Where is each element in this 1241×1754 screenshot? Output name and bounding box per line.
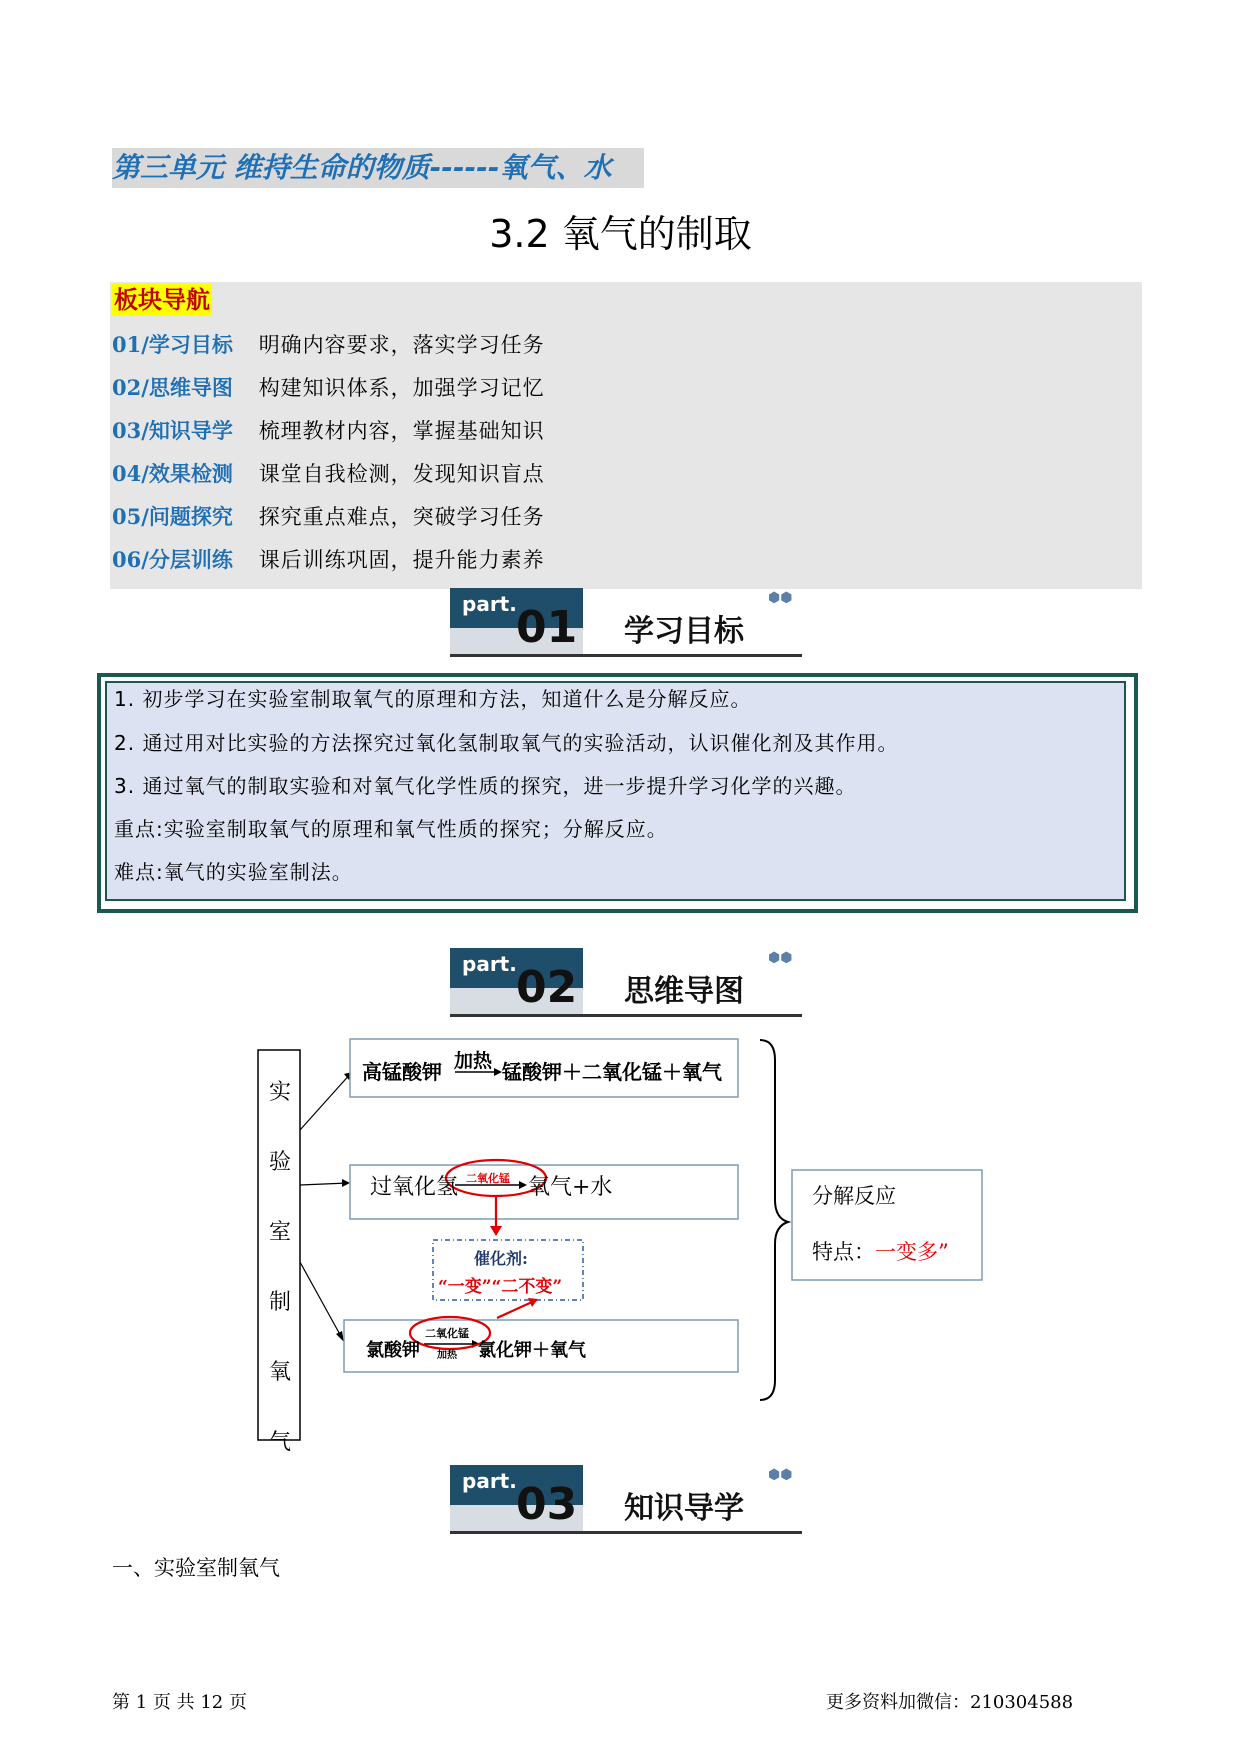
decor-dots-icon: ⬢⬢: [768, 950, 793, 966]
nav-item-key: 06/分层训练: [112, 547, 233, 572]
arrow-line: [300, 1183, 348, 1185]
part-03-banner: [450, 1465, 802, 1535]
reaction-2-left: 过氧化氢: [370, 1175, 459, 1200]
nav-item-desc: 明确内容要求，落实学习任务: [258, 333, 545, 357]
reaction-1-condition: 加热: [454, 1050, 493, 1072]
decor-dots-icon: ⬢⬢: [768, 1467, 793, 1483]
arrow-line: [300, 1072, 352, 1130]
nav-item-key: 02/思维导图: [112, 375, 233, 400]
side-char: 室: [268, 1220, 291, 1245]
part-number: 02: [516, 962, 578, 1013]
side-char: 制: [268, 1290, 291, 1315]
reaction-3-right: 氯化钾＋氧气: [478, 1340, 586, 1361]
nav-item-desc: 构建知识体系，加强学习记忆: [258, 376, 545, 400]
part-title: 思维导图: [624, 974, 744, 1009]
arrowhead-icon: [336, 1331, 344, 1342]
part-label: part.: [462, 592, 517, 616]
lesson-title: 3.2 氧气的制取: [489, 212, 752, 256]
brace: [760, 1040, 788, 1400]
side-char: 实: [268, 1080, 291, 1105]
summary-feature-label: 特点：: [812, 1240, 875, 1264]
nav-item-desc: 课后训练巩固，提升能力素养: [258, 548, 545, 572]
reaction-1-left: 高锰酸钾: [362, 1060, 442, 1084]
side-label: [268, 1058, 292, 1478]
goal-item: 难点:氧气的实验室制法。: [114, 860, 353, 884]
reaction-2-right: 氧气+水: [528, 1175, 613, 1200]
goal-item: 3. 通过氧气的制取实验和对氧气化学性质的探究，进一步提升学习化学的兴趣。: [114, 774, 857, 798]
side-char: 验: [268, 1150, 291, 1175]
arrow-line: [300, 1262, 343, 1340]
unit-title: 第三单元 维持生命的物质------氧气、水: [112, 148, 644, 188]
nav-item-desc: 探究重点难点，突破学习任务: [258, 505, 545, 529]
part-label: part.: [462, 952, 517, 976]
side-char: 气: [268, 1430, 291, 1455]
nav-item-desc: 课堂自我检测，发现知识盲点: [258, 462, 545, 486]
decor-dots-icon: ⬢⬢: [768, 590, 793, 606]
arrowhead-icon: [342, 1179, 350, 1187]
summary-feature-value: 一变多”: [875, 1240, 949, 1264]
part-underline: [450, 1531, 802, 1534]
goal-item: 1. 初步学习在实验室制取氧气的原理和方法，知道什么是分解反应。: [114, 687, 752, 711]
pointer-arrow: [497, 1302, 532, 1318]
section-heading: 一、实验室制氧气: [112, 1556, 280, 1580]
reaction-1-right: 锰酸钾＋二氧化锰＋氧气: [502, 1060, 722, 1084]
side-char: 氧: [268, 1360, 291, 1385]
reaction-3-condition-bottom: 加热: [437, 1350, 457, 1361]
nav-item-key: 01/学习目标: [112, 332, 233, 357]
page-number: 第 1 页 共 12 页: [112, 1692, 247, 1713]
catalyst-title: 催化剂:: [474, 1249, 528, 1268]
summary-feature: [812, 1236, 949, 1266]
part-number: 03: [516, 1479, 578, 1530]
nav-item-key: 03/知识导学: [112, 418, 233, 443]
reaction-2-condition: 二氧化锰: [466, 1172, 510, 1185]
reaction-3-left: 氯酸钾: [366, 1340, 420, 1361]
part-title: 学习目标: [624, 614, 744, 649]
nav-item-key: 05/问题探究: [112, 504, 233, 529]
part-title: 知识导学: [624, 1491, 744, 1526]
reaction-3-condition-top: 二氧化锰: [425, 1327, 469, 1340]
part-label: part.: [462, 1469, 517, 1493]
goal-item: 2. 通过用对比实验的方法探究过氧化氢制取氧气的实验活动，认识催化剂及其作用。: [114, 731, 899, 755]
nav-heading: 板块导航: [114, 286, 210, 314]
goal-item: 重点:实验室制取氧气的原理和氧气性质的探究；分解反应。: [114, 817, 668, 841]
nav-item-desc: 梳理教材内容，掌握基础知识: [258, 419, 545, 443]
nav-item-key: 04/效果检测: [112, 461, 233, 486]
footer-contact: 更多资料加微信：210304588: [826, 1692, 1074, 1713]
catalyst-feature: “一变”“二不变”: [438, 1277, 563, 1297]
arrowhead-icon: [490, 1226, 502, 1236]
summary-type: 分解反应: [812, 1184, 896, 1208]
part-number: 01: [516, 602, 578, 653]
